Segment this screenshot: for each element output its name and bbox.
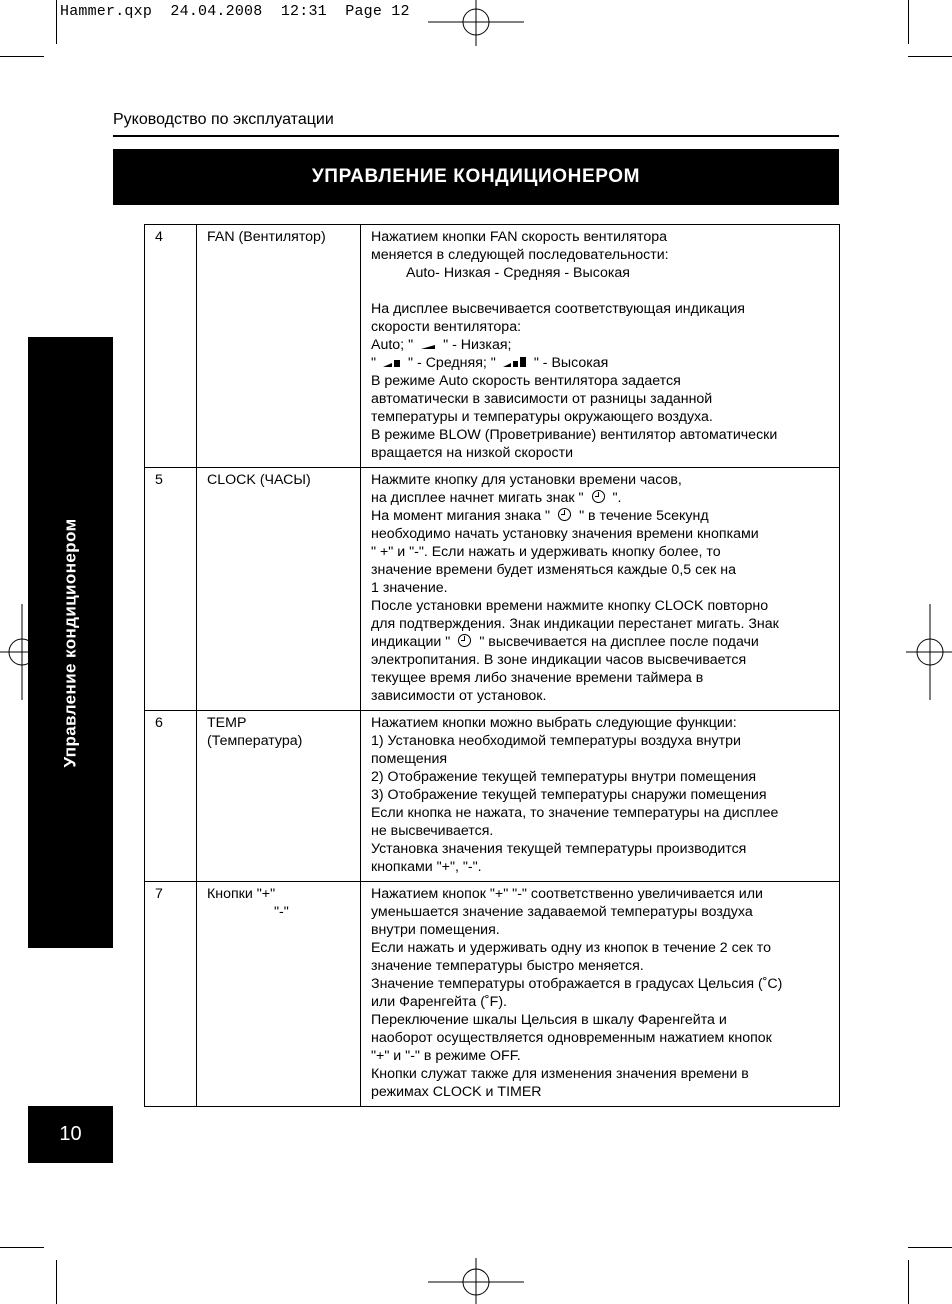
registration-mark-right xyxy=(906,604,952,700)
crop-mark xyxy=(908,56,952,57)
side-tab xyxy=(28,337,113,948)
control-description: Нажатием кнопок "+" "-" соответственно увеличивается или уменьшается значение задаваемой температуры воздуха внутри помещения. Если нажать и удерживать одну из кнопок в течение 2 сек то значение температуры быстро меняется. Значение температуры отображается в градусах Цельсия (˚C) или Фаренгейта (˚F). Переключение шкалы Цельсия в шкалу Фаренгейта и наоборот осуществляется одновременным нажатием кнопок "+" и "-" в режиме OFF. Кнопки служат также для изменения значения времени в режимах CLOCK и TIMER xyxy=(361,882,840,1107)
header-rule xyxy=(113,135,839,137)
crop-mark xyxy=(908,1260,909,1304)
clock-icon xyxy=(592,490,605,503)
row-number: 5 xyxy=(145,468,197,711)
fan-low-icon xyxy=(419,340,437,350)
crop-mark xyxy=(56,1260,57,1304)
registration-mark-bottom xyxy=(428,1258,524,1304)
registration-mark-top xyxy=(428,0,524,46)
row-number: 6 xyxy=(145,711,197,882)
crop-mark xyxy=(908,1247,952,1248)
crop-mark xyxy=(0,1247,44,1248)
control-description: Нажмите кнопку для установки времени часов, на дисплее начнет мигать знак " ". На момент мигания знака " " в течение 5секунд необходимо начать установку значения времени кнопками " +" и "-". Если нажать и удерживать кнопку более, то значение времени будет изменяться каждые 0,5 сек на 1 значение. После установки времени нажмите кнопку CLOCK повторно для подтверждения. Знак индикации перестанет мигать. Знак индикации " " высвечивается на дисплее после подачи электропитания. В зоне индикации часов высвечивается текущее время либо значение времени таймера в зависимости от установок. xyxy=(361,468,840,711)
side-tab-label: Управление кондиционером xyxy=(60,517,80,768)
table-row xyxy=(145,468,840,711)
control-description: Нажатием кнопки FAN скорость вентилятора меняется в следующей последовательности: Auto- Низкая - Средняя - Высокая На дисплее высвечивается соответствующая индикация скорости вентилятора: Auto; " " - Низкая; " " - Средняя; " " - Высокая В режиме Auto скорость вентилятора задается автоматически в зависимости от разницы заданной температуры и температуры окружающего воздуха. В режиме BLOW (Проветривание) вентилятор автоматически вращается на низкой скорости xyxy=(361,225,840,468)
controls-table xyxy=(144,224,840,1107)
row-number: 4 xyxy=(145,225,197,468)
printer-slug: Hammer.qxp 24.04.2008 12:31 Page 12 xyxy=(60,3,410,20)
control-name: FAN (Вентилятор) xyxy=(197,225,361,468)
page-number: 10 xyxy=(28,1106,113,1163)
fan-medium-icon xyxy=(382,357,402,368)
clock-icon xyxy=(458,634,471,647)
table-row xyxy=(145,225,840,468)
crop-mark xyxy=(56,0,57,44)
table-row xyxy=(145,882,840,1107)
clock-icon xyxy=(558,508,571,521)
control-name: CLOCK (ЧАСЫ) xyxy=(197,468,361,711)
table-row xyxy=(145,711,840,882)
fan-high-icon xyxy=(502,356,528,368)
control-name: Кнопки "+" "-" xyxy=(197,882,361,1107)
crop-mark xyxy=(0,56,44,57)
control-description: Нажатием кнопки можно выбрать следующие функции: 1) Установка необходимой температуры воздуха внутри помещения 2) Отображение текущей температуры внутри помещения 3) Отображение текущей температуры снаружи помещения Если кнопка не нажата, то значение температуры на дисплее не высвечивается. Установка значения текущей температуры производится кнопками "+", "-". xyxy=(361,711,840,882)
control-name: TEMP (Температура) xyxy=(197,711,361,882)
row-number: 7 xyxy=(145,882,197,1107)
section-title: УПРАВЛЕНИЕ КОНДИЦИОНЕРОМ xyxy=(113,149,839,205)
crop-mark xyxy=(908,0,909,44)
document-header: Руководство по эксплуатации xyxy=(113,111,334,128)
